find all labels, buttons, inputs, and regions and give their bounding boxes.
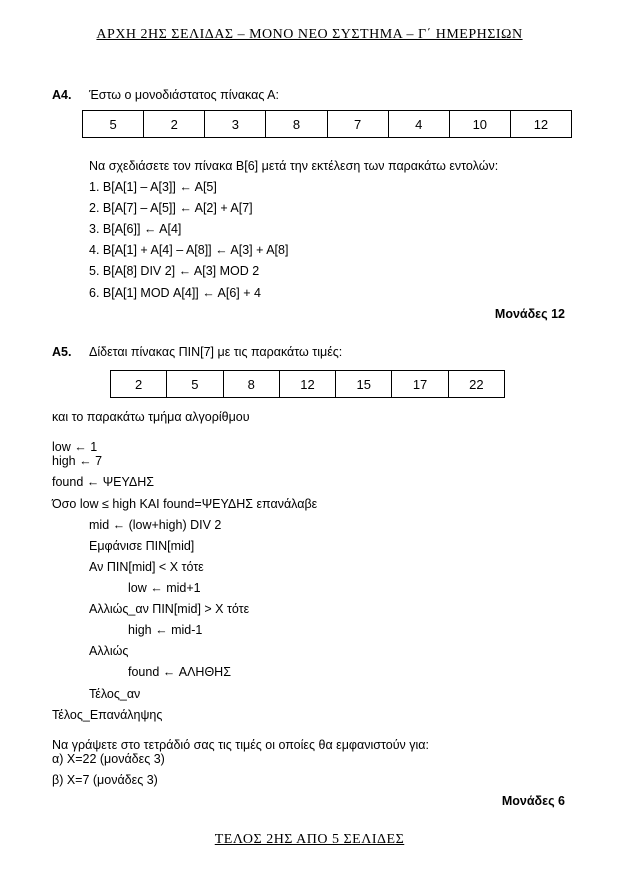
array-a-table (82, 110, 572, 138)
code-line: low ← mid+1 (128, 581, 201, 595)
code-line: Αλλιώς_αν ΠΙΝ[mid] > X τότε (89, 602, 250, 616)
code-line: low ← 1 (52, 440, 98, 454)
a5-question: Να γράψετε στο τετράδιό σας τις τιμές οι οποίες θα εμφανιστούν για: (52, 738, 429, 752)
a4-label: Α4. (52, 88, 72, 102)
array-pin-cell: 2 (111, 371, 167, 398)
array-pin-cell: 12 (279, 371, 335, 398)
array-a-cell: 5 (83, 111, 144, 138)
array-pin-cell: 8 (223, 371, 279, 398)
a5-part: α) Χ=22 (μονάδες 3) (52, 752, 165, 766)
code-line: Όσο low ≤ high ΚΑΙ found=ΨΕΥΔΗΣ επανάλαβε (52, 497, 318, 511)
a4-command: 1. Β[Α[1] – Α[3]] ← Α[5] (89, 180, 217, 194)
a5-marks: Μονάδες 6 (501, 794, 565, 808)
code-line: Εμφάνισε ΠΙΝ[mid] (89, 539, 195, 553)
a4-marks: Μονάδες 12 (494, 307, 565, 321)
code-line: Αλλιώς (89, 644, 129, 658)
array-pin-cell: 17 (392, 371, 448, 398)
a4-instruction: Να σχεδιάσετε τον πίνακα Β[6] μετά την εκτέλεση των παρακάτω εντολών: (89, 159, 499, 173)
code-line: Τέλος_αν (89, 687, 141, 701)
a5-algo-intro: και το παρακάτω τμήμα αλγορίθμου (52, 410, 250, 424)
a4-command: 3. Β[Α[6]] ← Α[4] (89, 222, 182, 236)
a5-label: Α5. (52, 345, 72, 359)
array-a-cell: 2 (144, 111, 205, 138)
a5-part: β) Χ=7 (μονάδες 3) (52, 773, 158, 787)
a4-command: 2. Β[Α[7] – Α[5]] ← Α[2] + Α[7] (89, 201, 253, 215)
array-a-cell: 3 (205, 111, 266, 138)
a4-intro: Έστω ο μονοδιάστατος πίνακας Α: (89, 88, 279, 102)
code-line: Αν ΠΙΝ[mid] < X τότε (89, 560, 204, 574)
array-a-cell: 4 (388, 111, 449, 138)
a4-command: 4. Β[Α[1] + Α[4] – Α[8]] ← Α[3] + Α[8] (89, 243, 289, 257)
a5-intro: Δίδεται πίνακας ΠΙΝ[7] με τις παρακάτω τιμές: (89, 345, 343, 359)
code-line: mid ← (low+high) DIV 2 (89, 518, 222, 532)
code-line: high ← 7 (52, 454, 103, 468)
array-a-cell: 12 (510, 111, 571, 138)
code-line: high ← mid-1 (128, 623, 203, 637)
page-footer: ΤΕΛΟΣ 2ΗΣ ΑΠΟ 5 ΣΕΛΙΔΕΣ (214, 832, 405, 847)
code-line: Τέλος_Επανάληψης (52, 708, 163, 722)
array-a-cell: 10 (449, 111, 510, 138)
array-pin-cell: 22 (448, 371, 504, 398)
array-pin-table (110, 370, 505, 398)
array-a-cell: 7 (327, 111, 388, 138)
a4-command: 6. Β[Α[1] MOD Α[4]] ← Α[6] + 4 (89, 286, 261, 300)
page-header: ΑΡΧΗ 2ΗΣ ΣΕΛΙΔΑΣ – ΜΟΝΟ ΝΕΟ ΣΥΣΤΗΜΑ – Γ΄ ΗΜΕΡΗΣΙΩΝ (96, 27, 523, 42)
code-line: found ← ΑΛΗΘΗΣ (128, 665, 231, 679)
array-pin-cell: 5 (167, 371, 223, 398)
code-line: found ← ΨΕΥΔΗΣ (52, 475, 155, 489)
array-a-cell: 8 (266, 111, 327, 138)
array-pin-cell: 15 (336, 371, 392, 398)
a4-command: 5. Β[Α[8] DIV 2] ← Α[3] MOD 2 (89, 264, 260, 278)
